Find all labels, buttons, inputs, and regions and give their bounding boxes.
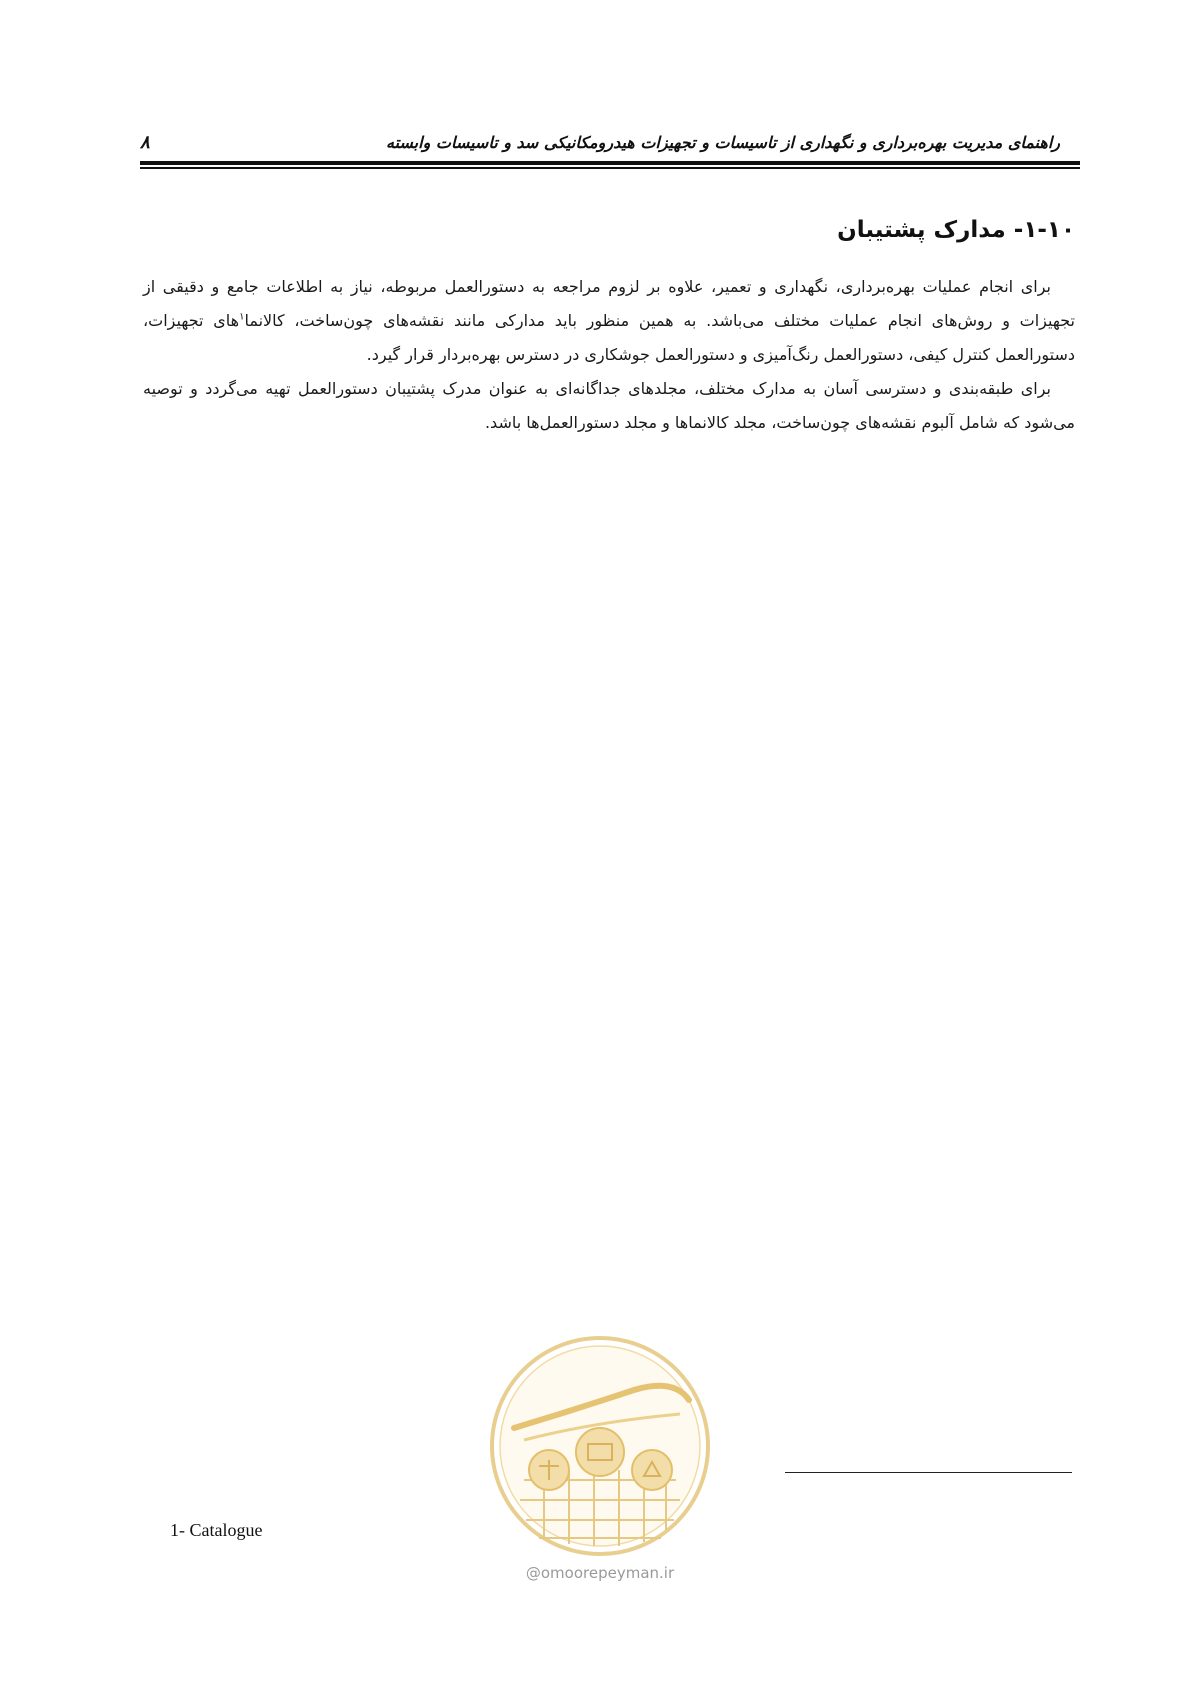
paragraph-1-text-a: برای انجام عملیات بهره‌برداری، نگهداری و تعمیر، علاوه بر لزوم مراجعه به دستورالعمل مربوطه، نیاز به اطلاعات جامع و دقیقی از تجهیزات و روش‌های انجام عملیات مختلف می‌باشد. به همین منظور باید مدارکی مانند نقشه‌های چون‌ساخت، کالانما	[143, 277, 1075, 330]
footnote-rule	[785, 1472, 1072, 1473]
page-header	[140, 128, 1080, 158]
omoorepeyman-logo-icon	[484, 1330, 716, 1562]
watermark	[484, 1330, 716, 1590]
page-number: ۸	[140, 132, 150, 153]
paragraph-1-text-b: های تجهیزات، دستورالعمل کنترل کیفی، دستورالعمل رنگ‌آمیزی و دستورالعمل جوشکاری در دسترس بهره‌بردار قرار گیرد.	[143, 311, 1075, 364]
footnote-reference[interactable]: ۱	[239, 311, 245, 323]
main-content	[143, 210, 1075, 440]
header-rule-thin	[140, 167, 1080, 169]
watermark-url: @omoorepeyman.ir	[525, 1564, 675, 1582]
paragraph-2: برای طبقه‌بندی و دسترسی آسان به مدارک مختلف، مجلدهای جداگانه‌ای به عنوان مدرک پشتیبان دستورالعمل تهیه می‌گردد و توصیه می‌شود که شامل آلبوم نقشه‌های چون‌ساخت، مجلد کالانماها و مجلد دستورالعمل‌ها باشد.	[143, 379, 1075, 432]
header-rule-thick	[140, 161, 1080, 165]
paragraph-1	[143, 270, 1075, 372]
running-title: راهنمای مدیریت بهره‌برداری و نگهداری از تاسیسات و تجهیزات هیدرومکانیکی سد و تاسیسات وابسته	[386, 133, 1060, 152]
section-heading: ۱-۱۰- مدارک پشتیبان	[837, 217, 1075, 243]
footnote: 1- Catalogue	[170, 1520, 263, 1540]
